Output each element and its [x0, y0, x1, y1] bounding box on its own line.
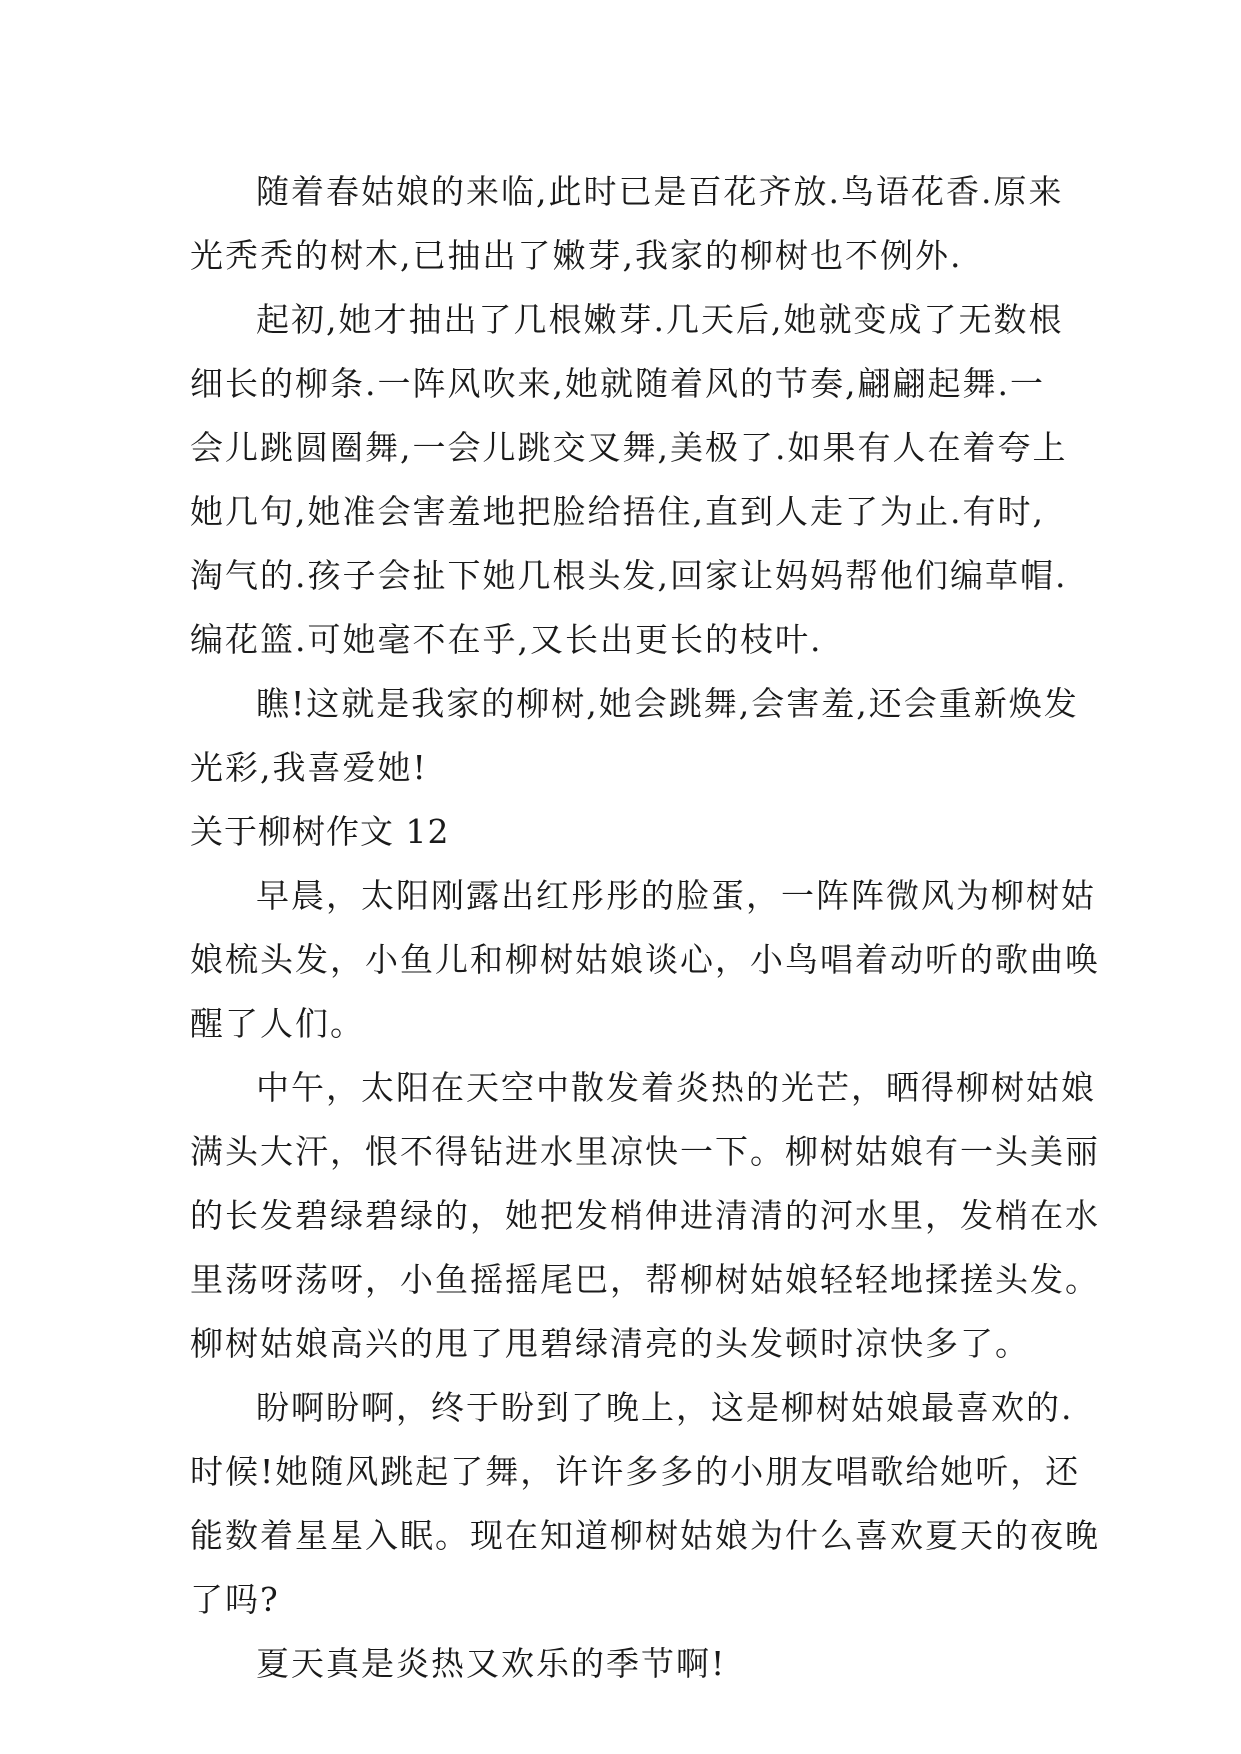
text-line: 起初,她才抽出了几根嫩芽.几天后,她就变成了无数根 [256, 300, 1064, 339]
text-line: 她几句,她准会害羞地把脸给捂住,直到人走了为止.有时, [190, 492, 1045, 531]
text-line: 会儿跳圆圈舞,一会儿跳交叉舞,美极了.如果有人在着夸上 [190, 428, 1068, 467]
text-line: 能数着星星入眠。现在知道柳树姑娘为什么喜欢夏天的夜晚 [190, 1516, 1100, 1555]
text-line: 满头大汗，恨不得钻进水里凉快一下。柳树姑娘有一头美丽 [190, 1132, 1100, 1171]
text-line: 盼啊盼啊，终于盼到了晚上，这是柳树姑娘最喜欢的. [256, 1388, 1074, 1427]
section-heading: 关于柳树作文 12 [190, 812, 450, 851]
text-line: 随着春姑娘的来临,此时已是百花齐放.鸟语花香.原来 [256, 172, 1064, 211]
text-line: 中午，太阳在天空中散发着炎热的光芒，晒得柳树姑娘 [256, 1068, 1096, 1107]
text-line: 光秃秃的树木,已抽出了嫩芽,我家的柳树也不例外. [190, 236, 963, 275]
text-line: 的长发碧绿碧绿的，她把发梢伸进清清的河水里，发梢在水 [190, 1196, 1100, 1235]
text-line: 编花篮.可她毫不在乎,又长出更长的枝叶. [190, 620, 823, 659]
text-line: 娘梳头发，小鱼儿和柳树姑娘谈心，小鸟唱着动听的歌曲唤 [190, 940, 1100, 979]
text-line: 夏天真是炎热又欢乐的季节啊! [256, 1644, 727, 1683]
text-line: 淘气的.孩子会扯下她几根头发,回家让妈妈帮他们编草帽. [190, 556, 1068, 595]
text-line: 了吗? [190, 1580, 280, 1619]
text-line: 时候!她随风跳起了舞，许许多多的小朋友唱歌给她听，还 [190, 1452, 1081, 1491]
text-line: 醒了人们。 [190, 1004, 365, 1043]
document-page [190, 160, 1100, 1696]
text-line: 细长的柳条.一阵风吹来,她就随着风的节奏,翩翩起舞.一 [190, 364, 1045, 403]
text-line: 早晨，太阳刚露出红彤彤的脸蛋，一阵阵微风为柳树姑 [256, 876, 1096, 915]
text-line: 光彩,我喜爱她! [190, 748, 428, 787]
text-line: 柳树姑娘高兴的甩了甩碧绿清亮的头发顿时凉快多了。 [190, 1324, 1030, 1363]
text-line: 里荡呀荡呀，小鱼摇摇尾巴，帮柳树姑娘轻轻地揉搓头发。 [190, 1260, 1100, 1299]
text-line: 瞧!这就是我家的柳树,她会跳舞,会害羞,还会重新焕发 [256, 684, 1079, 723]
